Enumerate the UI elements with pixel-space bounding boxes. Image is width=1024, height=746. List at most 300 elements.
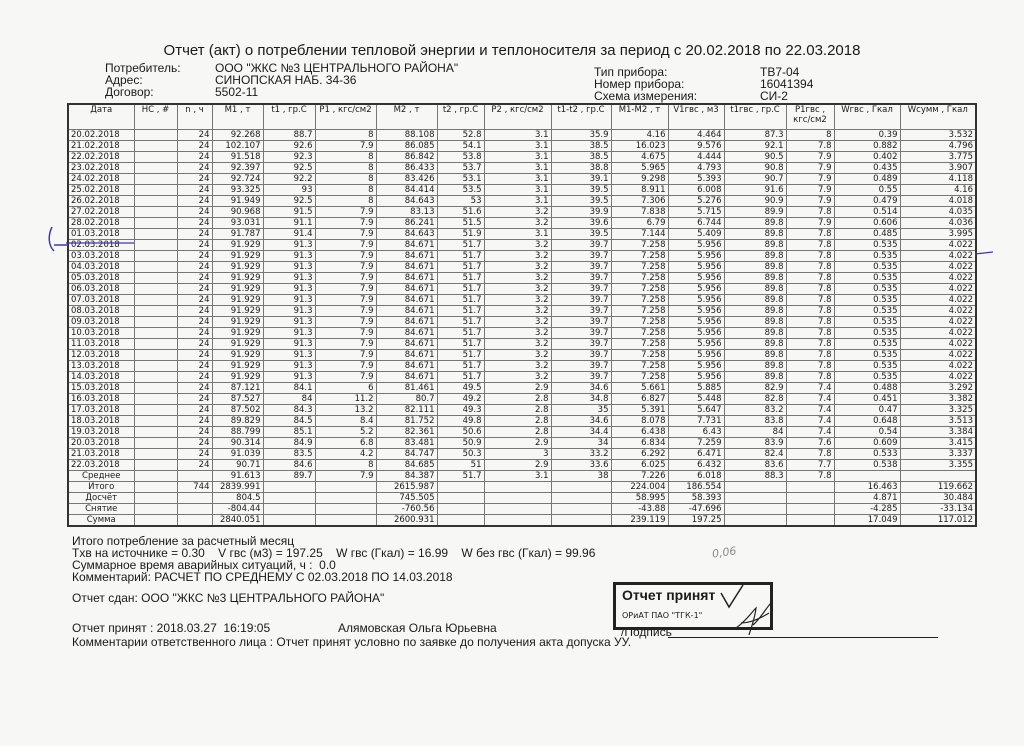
table-cell: 0.535 [834, 284, 900, 295]
table-cell: 05.03.2018 [68, 273, 134, 284]
table-cell [134, 207, 177, 218]
table-cell [484, 482, 551, 493]
table-cell: 24 [177, 295, 212, 306]
table-cell: 38.5 [551, 152, 611, 163]
table-cell [786, 515, 834, 527]
table-cell: 89.8 [724, 372, 786, 383]
table-cell [134, 229, 177, 240]
table-cell: 2.8 [484, 416, 551, 427]
device-type-label: Тип прибора: [594, 65, 668, 79]
table-cell: 7.731 [668, 416, 724, 427]
table-cell: 02.03.2018 [68, 240, 134, 251]
pen-underline [66, 240, 136, 246]
table-cell: 84.671 [376, 372, 437, 383]
table-cell: 53.8 [437, 152, 484, 163]
table-cell: 4.022 [900, 328, 976, 339]
table-cell: 14.03.2018 [68, 372, 134, 383]
table-cell: 86.241 [376, 218, 437, 229]
table-cell: 13.03.2018 [68, 361, 134, 372]
table-cell [134, 240, 177, 251]
table-cell: 91.929 [212, 240, 263, 251]
table-cell: 16.023 [611, 141, 668, 152]
table-cell: 92.2 [263, 174, 315, 185]
table-cell: 0.609 [834, 438, 900, 449]
table-cell: 39.9 [551, 207, 611, 218]
table-cell: 11.03.2018 [68, 339, 134, 350]
table-cell: 5.956 [668, 306, 724, 317]
table-cell [437, 504, 484, 515]
table-cell: -4.285 [834, 504, 900, 515]
table-cell: 3.355 [900, 460, 976, 471]
table-cell: 102.107 [212, 141, 263, 152]
table-cell: 24 [177, 339, 212, 350]
table-cell: 93.031 [212, 218, 263, 229]
table-cell: 3.513 [900, 416, 976, 427]
table-cell: 24.02.2018 [68, 174, 134, 185]
table-cell: 3.2 [484, 339, 551, 350]
table-cell: 91.929 [212, 306, 263, 317]
table-cell: 39.7 [551, 295, 611, 306]
table-cell: 4.022 [900, 372, 976, 383]
table-cell: 3.1 [484, 163, 551, 174]
table-cell: 24 [177, 460, 212, 471]
table-cell: 90.5 [724, 152, 786, 163]
table-cell: 7.258 [611, 350, 668, 361]
table-cell: 7.9 [315, 273, 376, 284]
table-cell [134, 460, 177, 471]
table-cell: 51.7 [437, 372, 484, 383]
table-cell: Итого [68, 482, 134, 493]
table-cell: 28.02.2018 [68, 218, 134, 229]
table-cell: 7.8 [786, 350, 834, 361]
table-cell: 4.675 [611, 152, 668, 163]
table-cell: 6 [315, 383, 376, 394]
table-cell [724, 515, 786, 527]
table-cell: 91.4 [263, 229, 315, 240]
table-cell: 7.4 [786, 383, 834, 394]
table-cell: 89.8 [724, 284, 786, 295]
table-cell: 89.8 [724, 295, 786, 306]
table-cell [134, 185, 177, 196]
table-cell: Среднее [68, 471, 134, 482]
table-cell: 7.144 [611, 229, 668, 240]
table-cell: 39.5 [551, 229, 611, 240]
table-cell: 7.8 [786, 284, 834, 295]
table-cell: 0.435 [834, 163, 900, 174]
table-cell: 5.956 [668, 350, 724, 361]
table-cell: 90.314 [212, 438, 263, 449]
table-cell: 7.9 [315, 350, 376, 361]
table-cell: 0.606 [834, 218, 900, 229]
table-cell: 82.361 [376, 427, 437, 438]
table-cell: 39.7 [551, 361, 611, 372]
table-cell: 84.671 [376, 306, 437, 317]
stamp-org: ОРиАТ ПАО "ТГК-1" [622, 611, 703, 620]
table-cell: 90.9 [724, 196, 786, 207]
table-cell: 91.3 [263, 295, 315, 306]
table-cell: 3.2 [484, 317, 551, 328]
table-cell: 7.258 [611, 251, 668, 262]
table-cell [134, 416, 177, 427]
table-cell: 5.647 [668, 405, 724, 416]
table-cell: 91.929 [212, 350, 263, 361]
table-cell: 7.9 [315, 207, 376, 218]
table-row [68, 163, 976, 174]
table-cell: 9.576 [668, 141, 724, 152]
report-title: Отчет (акт) о потреблении тепловой энергии и теплоносителя за период с 20.02.2018 по 22.03.2018 [163, 42, 861, 59]
table-cell: 19.03.2018 [68, 427, 134, 438]
table-cell: 53.5 [437, 185, 484, 196]
table-cell: 92.724 [212, 174, 263, 185]
table-cell: 5.956 [668, 295, 724, 306]
table-cell: 84.671 [376, 328, 437, 339]
table-cell [134, 427, 177, 438]
table-cell: 0.533 [834, 449, 900, 460]
table-cell: 4.022 [900, 273, 976, 284]
table-cell: 7.226 [611, 471, 668, 482]
table-cell: 53.1 [437, 174, 484, 185]
table-cell: 7.838 [611, 207, 668, 218]
table-cell: 91.3 [263, 361, 315, 372]
table-row [68, 229, 976, 240]
table-cell: 89.829 [212, 416, 263, 427]
table-cell: 91.929 [212, 361, 263, 372]
table-cell: 7.9 [315, 306, 376, 317]
table-row [68, 284, 976, 295]
table-cell: 7.8 [786, 306, 834, 317]
table-cell: 7.9 [315, 361, 376, 372]
table-cell: 84.671 [376, 251, 437, 262]
table-cell: 88.108 [376, 130, 437, 141]
table-cell: 3.532 [900, 130, 976, 141]
table-cell: 89.8 [724, 350, 786, 361]
table-cell: 91.929 [212, 317, 263, 328]
table-cell: 6.834 [611, 438, 668, 449]
summary-row [68, 482, 976, 493]
table-cell: 6.471 [668, 449, 724, 460]
table-cell: 4.444 [668, 152, 724, 163]
table-cell [786, 493, 834, 504]
table-cell: 35.9 [551, 130, 611, 141]
column-header: n , ч [177, 104, 212, 130]
table-cell: 87.502 [212, 405, 263, 416]
table-cell: 9.298 [611, 174, 668, 185]
table-cell [134, 141, 177, 152]
table-cell [134, 493, 177, 504]
table-cell: 16.03.2018 [68, 394, 134, 405]
table-cell: 5.885 [668, 383, 724, 394]
table-cell: 4.022 [900, 251, 976, 262]
table-cell [786, 482, 834, 493]
table-cell: 84.5 [263, 416, 315, 427]
table-cell: 84.671 [376, 339, 437, 350]
table-cell: 6.025 [611, 460, 668, 471]
table-row [68, 141, 976, 152]
table-row [68, 218, 976, 229]
table-cell: 0.882 [834, 141, 900, 152]
table-cell: 3 [484, 449, 551, 460]
table-row [68, 361, 976, 372]
table-cell: 54.1 [437, 141, 484, 152]
table-cell: 39.5 [551, 185, 611, 196]
table-cell: 83.481 [376, 438, 437, 449]
table-cell: 7.258 [611, 284, 668, 295]
table-cell: 2.9 [484, 460, 551, 471]
table-cell: 39.1 [551, 174, 611, 185]
table-cell [134, 449, 177, 460]
table-cell: 0.451 [834, 394, 900, 405]
table-cell: 22.03.2018 [68, 460, 134, 471]
table-cell: 24 [177, 152, 212, 163]
table-cell: 16.463 [834, 482, 900, 493]
table-cell: 17.049 [834, 515, 900, 527]
table-cell [263, 493, 315, 504]
table-cell: 2839.991 [212, 482, 263, 493]
table-cell: 89.8 [724, 218, 786, 229]
table-cell: 39.7 [551, 273, 611, 284]
table-cell: 3.995 [900, 229, 976, 240]
table-cell: 34.4 [551, 427, 611, 438]
table-cell: 3.1 [484, 185, 551, 196]
table-cell: 24 [177, 427, 212, 438]
table-cell: 38 [551, 471, 611, 482]
table-cell: 4.035 [900, 207, 976, 218]
consumer-label: Потребитель: [105, 61, 181, 75]
table-cell: 39.7 [551, 350, 611, 361]
table-row [68, 339, 976, 350]
table-cell: 7.9 [786, 152, 834, 163]
table-cell [134, 350, 177, 361]
table-cell: 51.6 [437, 207, 484, 218]
table-cell: 34.6 [551, 416, 611, 427]
table-cell: 11.2 [315, 394, 376, 405]
table-row [68, 306, 976, 317]
table-cell: 39.7 [551, 328, 611, 339]
table-cell: 27.02.2018 [68, 207, 134, 218]
emergency-time: Суммарное время аварийных ситуаций, ч : 0.0 [72, 558, 336, 572]
table-cell [134, 328, 177, 339]
table-cell: 25.02.2018 [68, 185, 134, 196]
table-cell: 6.79 [611, 218, 668, 229]
table-cell: 7.9 [315, 262, 376, 273]
table-cell: 51.7 [437, 328, 484, 339]
table-cell: 88.799 [212, 427, 263, 438]
report-submitted: Отчет сдан: ООО "ЖКС №3 ЦЕНТРАЛЬНОГО РАЙОНА" [72, 591, 385, 605]
table-cell: 88.3 [724, 471, 786, 482]
table-cell: 4.022 [900, 361, 976, 372]
table-cell: 0.488 [834, 383, 900, 394]
table-cell: 12.03.2018 [68, 350, 134, 361]
table-cell: 24 [177, 273, 212, 284]
table-cell: 91.6 [724, 185, 786, 196]
table-cell: Сумма [68, 515, 134, 527]
table-cell: 91.039 [212, 449, 263, 460]
table-cell [263, 482, 315, 493]
table-cell: 30.484 [900, 493, 976, 504]
table-cell: 87.527 [212, 394, 263, 405]
table-cell: 91.5 [263, 207, 315, 218]
table-cell: 84.685 [376, 460, 437, 471]
table-cell: 6.438 [611, 427, 668, 438]
table-cell: 7.258 [611, 295, 668, 306]
table-cell: 6.432 [668, 460, 724, 471]
table-cell: 0.479 [834, 196, 900, 207]
table-cell: 3.2 [484, 207, 551, 218]
comment: Комментарий: РАСЧЕТ ПО СРЕДНЕМУ С 02.03.2018 ПО 14.03.2018 [72, 570, 453, 584]
table-cell: 50.6 [437, 427, 484, 438]
table-cell: 10.03.2018 [68, 328, 134, 339]
column-header: НС , # [134, 104, 177, 130]
table-cell: 7.8 [786, 141, 834, 152]
table-cell: 3.775 [900, 152, 976, 163]
table-cell: 0.535 [834, 350, 900, 361]
table-cell [134, 130, 177, 141]
table-cell: 24 [177, 262, 212, 273]
table-cell: 0.535 [834, 372, 900, 383]
table-cell: 744 [177, 482, 212, 493]
table-cell: 7.306 [611, 196, 668, 207]
table-cell: 3.292 [900, 383, 976, 394]
table-row [68, 449, 976, 460]
table-cell: 51.7 [437, 284, 484, 295]
table-cell: 3.337 [900, 449, 976, 460]
table-cell: 6.8 [315, 438, 376, 449]
table-cell: 21.02.2018 [68, 141, 134, 152]
table-cell: 5.391 [611, 405, 668, 416]
table-row [68, 295, 976, 306]
table-cell: 3.2 [484, 306, 551, 317]
table-row [68, 185, 976, 196]
table-cell: 24 [177, 229, 212, 240]
table-cell: 82.4 [724, 449, 786, 460]
table-cell: 35 [551, 405, 611, 416]
table-cell [134, 471, 177, 482]
table-cell: 49.2 [437, 394, 484, 405]
table-row [68, 328, 976, 339]
table-cell: 84.414 [376, 185, 437, 196]
table-cell: 7.4 [786, 427, 834, 438]
table-cell: 89.8 [724, 240, 786, 251]
table-cell: 3.1 [484, 196, 551, 207]
table-cell: 119.662 [900, 482, 976, 493]
table-cell: 83.6 [724, 460, 786, 471]
table-cell: 24 [177, 130, 212, 141]
table-cell: 91.3 [263, 262, 315, 273]
table-cell [263, 504, 315, 515]
table-cell: 8.911 [611, 185, 668, 196]
table-cell: 89.8 [724, 229, 786, 240]
table-cell: 3.1 [484, 174, 551, 185]
table-cell [134, 317, 177, 328]
table-cell: 0.535 [834, 273, 900, 284]
table-row [68, 240, 976, 251]
table-cell: 3.2 [484, 284, 551, 295]
table-cell: 24 [177, 218, 212, 229]
table-cell: 84.671 [376, 284, 437, 295]
table-cell: 91.1 [263, 218, 315, 229]
table-cell: 0.535 [834, 262, 900, 273]
table-cell: 34.6 [551, 383, 611, 394]
table-cell [134, 504, 177, 515]
table-cell: 51.7 [437, 317, 484, 328]
table-cell: 50.3 [437, 449, 484, 460]
address-value: СИНОПСКАЯ НАБ. 34-36 [215, 73, 357, 87]
table-cell [315, 504, 376, 515]
table-cell: 82.8 [724, 394, 786, 405]
table-cell [551, 493, 611, 504]
table-cell: 8 [315, 185, 376, 196]
table-cell: 84.671 [376, 350, 437, 361]
table-cell: 745.505 [376, 493, 437, 504]
table-cell [134, 152, 177, 163]
table-cell: 0.535 [834, 328, 900, 339]
table-cell: 91.3 [263, 372, 315, 383]
table-cell: 186.554 [668, 482, 724, 493]
table-cell: 7.9 [315, 141, 376, 152]
table-cell [177, 504, 212, 515]
table-cell: 7.8 [786, 240, 834, 251]
table-cell: 7.8 [786, 361, 834, 372]
table-cell: 91.3 [263, 328, 315, 339]
table-cell: 15.03.2018 [68, 383, 134, 394]
table-cell: 0.489 [834, 174, 900, 185]
table-cell: 93 [263, 185, 315, 196]
table-cell: 0.535 [834, 317, 900, 328]
table-cell: 7.8 [786, 449, 834, 460]
table-cell: 20.02.2018 [68, 130, 134, 141]
table-cell: 84 [263, 394, 315, 405]
table-cell: 81.461 [376, 383, 437, 394]
summary-row [68, 471, 976, 482]
table-cell: 8.4 [315, 416, 376, 427]
table-cell [134, 218, 177, 229]
table-cell: 83.5 [263, 449, 315, 460]
table-cell: 84.671 [376, 262, 437, 273]
summary-row [68, 515, 976, 527]
table-cell: 86.085 [376, 141, 437, 152]
table-cell: 7.9 [315, 229, 376, 240]
table-cell: 89.8 [724, 273, 786, 284]
table-cell: 91.3 [263, 317, 315, 328]
table-cell: 5.2 [315, 427, 376, 438]
table-cell: 53 [437, 196, 484, 207]
table-cell: 4.022 [900, 262, 976, 273]
table-cell: 5.661 [611, 383, 668, 394]
table-cell [177, 493, 212, 504]
table-cell: 51 [437, 460, 484, 471]
table-row [68, 394, 976, 405]
device-number-value: 16041394 [760, 77, 814, 91]
table-cell: 3.907 [900, 163, 976, 174]
table-cell: 51.9 [437, 229, 484, 240]
table-cell: 0.648 [834, 416, 900, 427]
table-cell: 91.949 [212, 196, 263, 207]
table-row [68, 196, 976, 207]
table-cell: 7.9 [315, 295, 376, 306]
table-cell: 91.3 [263, 251, 315, 262]
table-cell: 3.1 [484, 152, 551, 163]
table-cell: 20.03.2018 [68, 438, 134, 449]
table-cell: 39.6 [551, 218, 611, 229]
footer-block [72, 535, 595, 583]
table-cell: 01.03.2018 [68, 229, 134, 240]
table-cell: 84.671 [376, 273, 437, 284]
table-cell: 51.7 [437, 471, 484, 482]
table-cell [724, 482, 786, 493]
table-row [68, 350, 976, 361]
table-cell: 7.8 [786, 471, 834, 482]
table-cell: 7.6 [786, 438, 834, 449]
